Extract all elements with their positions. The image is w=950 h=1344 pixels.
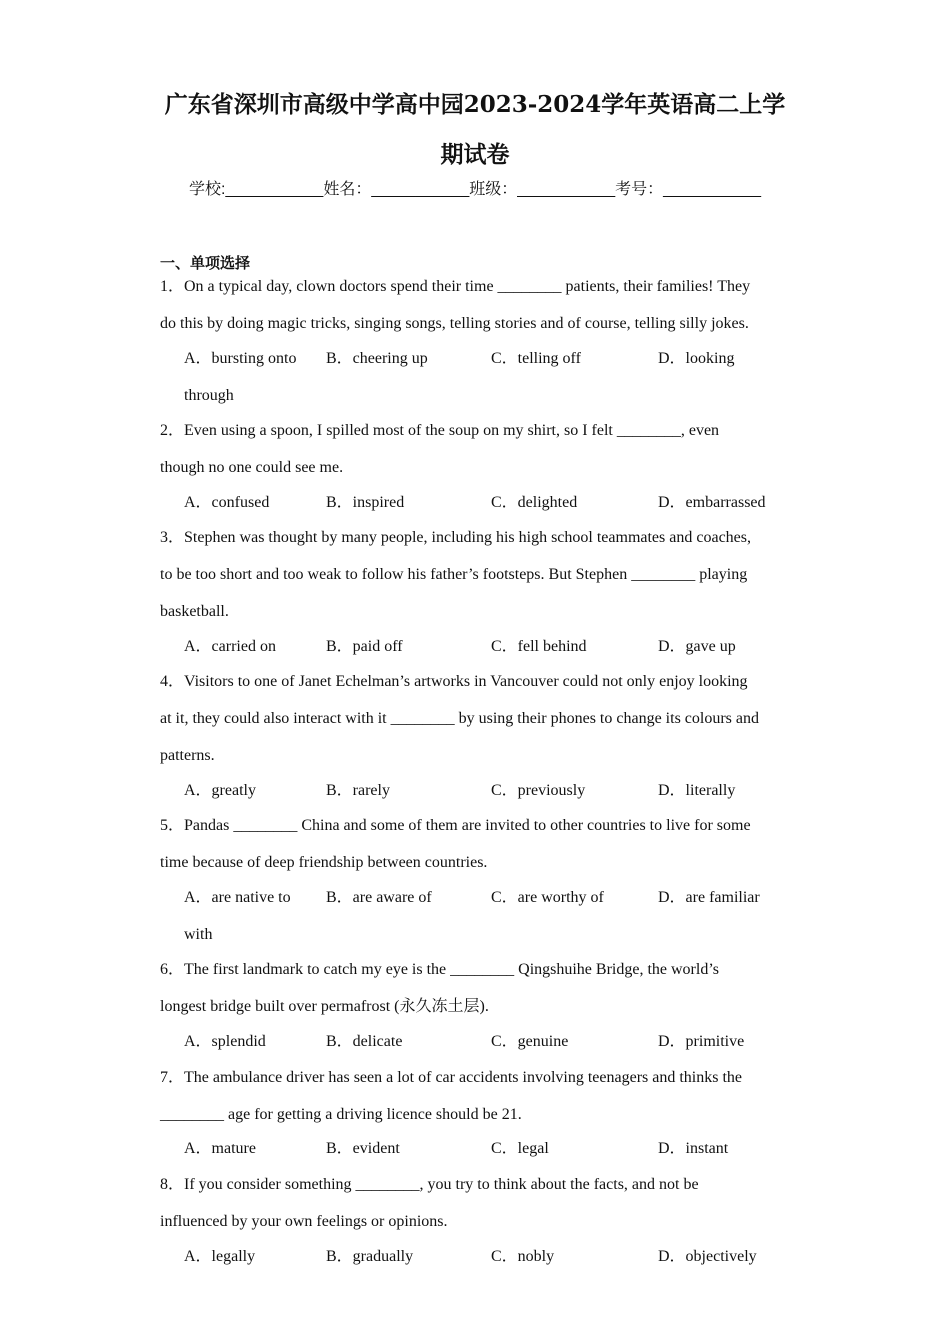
question-5-option-d-continued: with: [184, 926, 213, 943]
question-5-line-1: 5．Pandas ________ China and some of them are invited to other countries to live for some: [160, 817, 751, 834]
question-3-option-a: A．carried on: [184, 638, 276, 655]
question-1-option-a: A．bursting onto: [184, 350, 297, 367]
question-7-option-c: C．legal: [491, 1140, 549, 1157]
question-8-option-b: B．gradually: [326, 1248, 414, 1265]
question-8-option-d: D．objectively: [658, 1248, 757, 1265]
question-5-option-a: A．are native to: [184, 889, 291, 906]
question-5-line-2: time because of deep friendship between countries.: [160, 854, 488, 871]
question-4-option-b: B．rarely: [326, 782, 390, 799]
question-2-option-d: D．embarrassed: [658, 494, 766, 511]
question-2-option-a: A．confused: [184, 494, 270, 511]
question-4-line-2: at it, they could also interact with it ________ by using their phones to change its colours and: [160, 710, 759, 727]
question-7-option-d: D．instant: [658, 1140, 729, 1157]
question-7-option-a: A．mature: [184, 1140, 256, 1157]
question-7-option-b: B．evident: [326, 1140, 400, 1157]
question-7-line-2: ________ age for getting a driving licence should be 21.: [160, 1106, 522, 1123]
question-8-option-c: C．nobly: [491, 1248, 555, 1265]
question-6-option-a: A．splendid: [184, 1033, 266, 1050]
section-title: 一、单项选择: [160, 254, 251, 272]
question-4-line-3: patterns.: [160, 747, 215, 764]
question-3-line-3: basketball.: [160, 603, 229, 620]
question-6-line-1: 6．The first landmark to catch my eye is the ________ Qingshuihe Bridge, the world’s: [160, 961, 719, 978]
question-1-option-d-continued: through: [184, 387, 234, 404]
question-3-option-c: C．fell behind: [491, 638, 587, 655]
question-6-option-d: D．primitive: [658, 1033, 745, 1050]
question-3-option-b: B．paid off: [326, 638, 403, 655]
question-5-option-c: C．are worthy of: [491, 889, 604, 906]
question-1-option-b: B．cheering up: [326, 350, 428, 367]
question-6-option-c: C．genuine: [491, 1033, 569, 1050]
page-title-line-1: 广东省深圳市高级中学高中园2023-2024学年英语高二上学: [164, 91, 786, 118]
question-2-option-c: C．delighted: [491, 494, 578, 511]
question-1-option-d: D．looking: [658, 350, 735, 367]
question-4-line-1: 4．Visitors to one of Janet Echelman’s artworks in Vancouver could not only enjoy looking: [160, 673, 748, 690]
student-info-line: 学校:___________姓名：___________班级：___________考号：___________: [189, 181, 761, 198]
question-3-line-1: 3．Stephen was thought by many people, including his high school teammates and coaches,: [160, 529, 751, 546]
question-2-line-2: though no one could see me.: [160, 459, 344, 476]
question-2-option-b: B．inspired: [326, 494, 405, 511]
question-1-line-1: 1．On a typical day, clown doctors spend their time ________ patients, their families! They: [160, 278, 751, 295]
question-3-line-2: to be too short and too weak to follow his father’s footsteps. But Stephen ________ playing: [160, 566, 748, 583]
question-2-line-1: 2．Even using a spoon, I spilled most of the soup on my shirt, so I felt ________, even: [160, 422, 720, 439]
question-1-line-2: do this by doing magic tricks, singing songs, telling stories and of course, telling silly jokes.: [160, 315, 749, 332]
question-7-line-1: 7．The ambulance driver has seen a lot of car accidents involving teenagers and thinks the: [160, 1069, 743, 1086]
question-4-option-c: C．previously: [491, 782, 586, 799]
question-4-option-a: A．greatly: [184, 782, 256, 799]
question-8-line-1: 8．If you consider something ________, you try to think about the facts, and not be: [160, 1176, 699, 1193]
question-5-option-b: B．are aware of: [326, 889, 432, 906]
question-3-option-d: D．gave up: [658, 638, 736, 655]
question-1-option-c: C．telling off: [491, 350, 581, 367]
question-6-line-2: longest bridge built over permafrost (永久冻土层).: [160, 998, 489, 1015]
question-6-option-b: B．delicate: [326, 1033, 403, 1050]
question-8-option-a: A．legally: [184, 1248, 256, 1265]
question-8-line-2: influenced by your own feelings or opinions.: [160, 1213, 448, 1230]
question-4-option-d: D．literally: [658, 782, 736, 799]
page-title-line-2: 期试卷: [440, 141, 510, 168]
question-5-option-d: D．are familiar: [658, 889, 760, 906]
